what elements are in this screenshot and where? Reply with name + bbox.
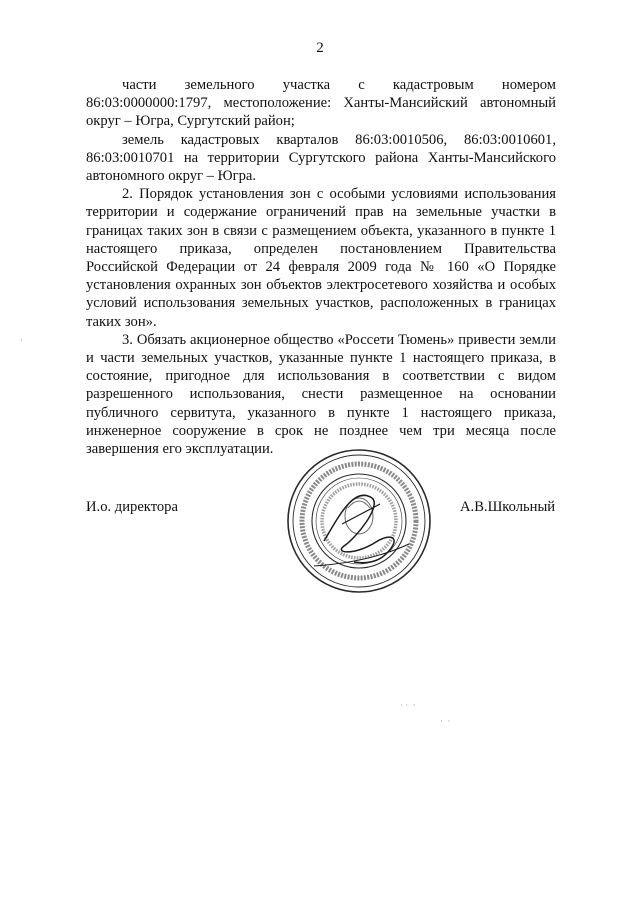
scan-artifact: · · · — [400, 700, 416, 710]
page-number: 2 — [316, 40, 324, 56]
signatory-name: А.В.Школьный — [460, 499, 556, 515]
paragraph-zone-procedure: 2. Порядок установления зон с особыми условиями использования территории и содержание ограничений прав на земельные участки в границах таких зон в связи с размещением объекта, указанного в пункте 1 настоящего приказа, определен постановлением Правительства Российской Федерации от 24 февраля 2009 года № 160 «О Порядке установления охранных зон объектов электросетевого хозяйства и особых условий использования земельных участков, расположенных в границах таких зон». — [86, 186, 556, 330]
paragraph-land-plot: части земельного участка с кадастровым номером 86:03:0000000:1797, местоположение: Ханты-Мансийский автономный округ – Югра, Сургутский район; — [86, 77, 556, 130]
official-seal-stamp — [284, 446, 434, 596]
document-body — [86, 76, 556, 458]
scan-artifact: · · — [440, 716, 451, 726]
scan-artifact: · — [20, 335, 23, 345]
paragraph-cadastral-quarters: земель кадастровых кварталов 86:03:0010506, 86:03:0010601, 86:03:0010701 на территории Сургутского района Ханты-Мансийского автономного округ – Югра. — [86, 131, 556, 185]
paragraph-obligation: 3. Обязать акционерное общество «Россети Тюмень» привести земли и части земельных участков, указанные пункте 1 настоящего приказа, в состояние, пригодное для использования в соответствии с видом разрешенного использования, снести размещенное на основании публичного сервитута, указанного в пункте 1 настоящего приказа, инженерное сооружение в срок не позднее чем три месяца после завершения его эксплуатации. — [86, 331, 556, 458]
signatory-position: И.о. директора — [86, 499, 178, 515]
